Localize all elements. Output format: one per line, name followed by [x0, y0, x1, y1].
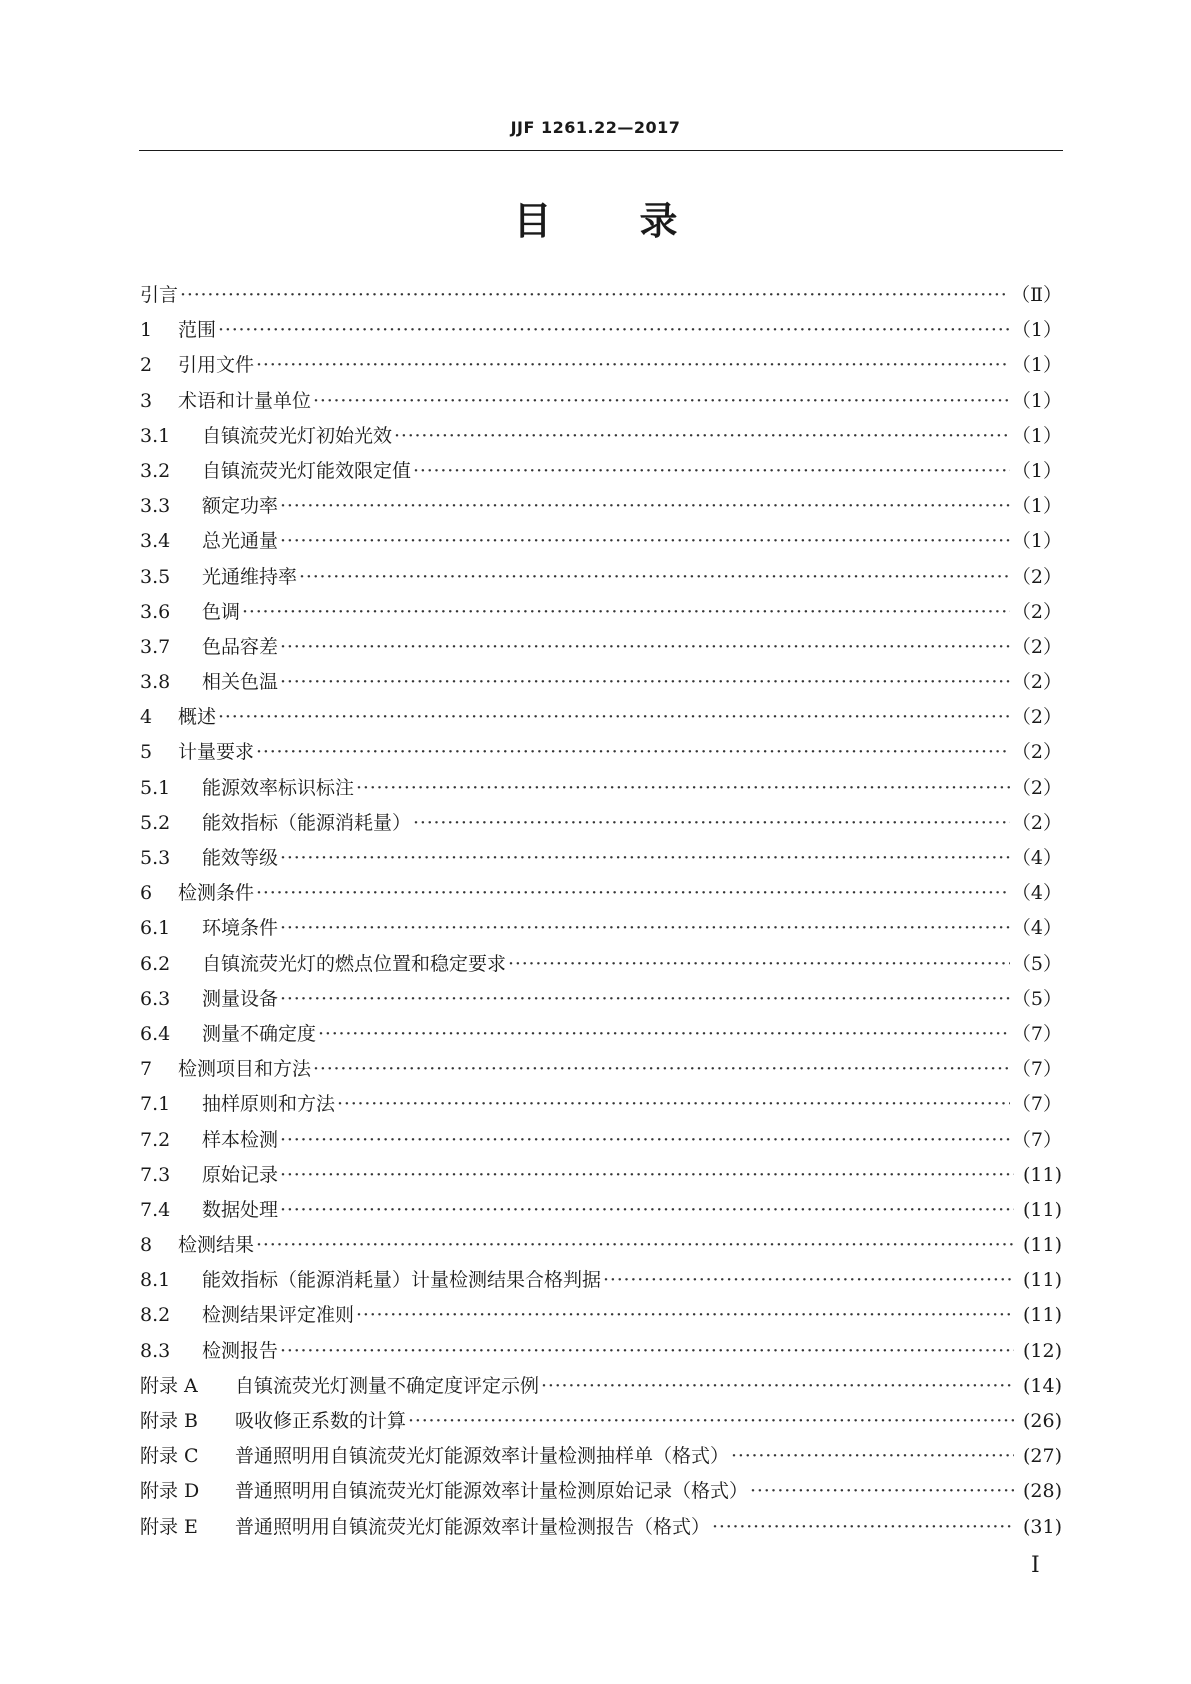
toc-entry[interactable]: [140, 1052, 1062, 1087]
toc-entry-page: (31): [1022, 1515, 1062, 1538]
toc-entry-number: 8: [140, 1234, 153, 1257]
toc-entry-leader-dots: [218, 700, 1010, 735]
toc-entry-page: （1）: [1011, 354, 1062, 377]
toc-entry-page: （2）: [1011, 811, 1062, 834]
toc-entry-label: 能效等级: [202, 847, 279, 869]
toc-entry-number: 3.6: [140, 600, 171, 623]
toc-entry-label: 普通照明用自镇流荧光灯能源效率计量检测原始记录（格式）: [235, 1480, 749, 1503]
toc-entry-label: 样本检测: [202, 1128, 279, 1151]
toc-entry-leader-dots: [280, 524, 1010, 559]
toc-entry-page: （Ⅱ）: [1011, 284, 1062, 306]
toc-entry-leader-dots: [256, 348, 1010, 383]
toc-entry-label: 术语和计量单位: [178, 389, 312, 412]
toc-entry-label: 检测报告: [202, 1339, 279, 1362]
toc-entry-leader-dots: [356, 771, 1010, 806]
toc-entry-leader-dots: [508, 947, 1010, 982]
toc-entry-number: 4: [140, 706, 153, 729]
toc-entry-leader-dots: [180, 278, 1009, 313]
toc-entry-page: (11): [1022, 1234, 1062, 1257]
toc-entry-leader-dots: [280, 1193, 1014, 1228]
toc-entry-label: 引用文件: [178, 354, 255, 377]
toc-entry-leader-dots: [242, 595, 1010, 630]
toc-entry-number: 5.3: [140, 847, 171, 869]
toc-entry[interactable]: [140, 841, 1062, 876]
toc-entry-number: 6: [140, 882, 153, 905]
toc-entry[interactable]: [140, 1404, 1062, 1439]
header-rule: [139, 150, 1063, 151]
toc-entry-page: （2）: [1011, 600, 1062, 623]
toc-entry-page: （2）: [1011, 741, 1062, 764]
toc-entry-number: 8.2: [140, 1304, 171, 1327]
toc-entry-number: 7.1: [140, 1093, 171, 1116]
toc-entry-label: 色品容差: [202, 635, 279, 658]
toc-entry-number: 8.1: [140, 1269, 171, 1292]
toc-entry-label: 检测结果: [178, 1234, 255, 1257]
toc-entry[interactable]: [140, 1263, 1062, 1298]
toc-entry[interactable]: [140, 1334, 1062, 1369]
toc-entry-leader-dots: [413, 806, 1010, 841]
toc-entry-leader-dots: [280, 911, 1010, 946]
toc-entry-label: 能源效率标识标注: [202, 776, 355, 799]
toc-entry-page: （7）: [1011, 1022, 1062, 1045]
toc-entry-page: （5）: [1011, 987, 1062, 1010]
toc-entry-number: 5: [140, 741, 153, 764]
toc-entry[interactable]: [140, 1510, 1062, 1545]
toc-entry-page: (26): [1022, 1410, 1062, 1432]
toc-entry-page: (27): [1022, 1445, 1062, 1468]
toc-entry-number: 3.4: [140, 530, 171, 553]
toc-entry-page: （4）: [1011, 847, 1062, 869]
toc-entry-label: 原始记录: [202, 1163, 279, 1186]
toc-entry-label: 抽样原则和方法: [202, 1093, 336, 1116]
table-of-contents: [140, 278, 1062, 1545]
toc-entry-page: （2）: [1011, 671, 1062, 694]
toc-entry-page: （1）: [1011, 459, 1062, 482]
toc-entry-leader-dots: [280, 1334, 1014, 1369]
toc-entry-page: （4）: [1011, 882, 1062, 905]
toc-entry-number: 5.1: [140, 776, 171, 799]
toc-entry-number: 8.3: [140, 1339, 171, 1362]
toc-entry[interactable]: [140, 1193, 1062, 1228]
toc-entry[interactable]: [140, 1087, 1062, 1122]
toc-entry-leader-dots: [313, 1052, 1010, 1087]
toc-entry-label: 自镇流荧光灯测量不确定度评定示例: [235, 1374, 540, 1397]
toc-entry-label: 能效指标（能源消耗量）计量检测结果合格判据: [202, 1269, 602, 1292]
toc-entry[interactable]: [140, 1369, 1062, 1404]
toc-entry-leader-dots: [299, 560, 1010, 595]
toc-entry-number: 7.3: [140, 1163, 171, 1186]
toc-entry-label: 计量要求: [178, 741, 255, 764]
toc-entry-leader-dots: [218, 313, 1010, 348]
toc-entry-page: （4）: [1011, 917, 1062, 940]
toc-entry-page: (14): [1022, 1374, 1062, 1397]
toc-entry-label: 自镇流荧光灯初始光效: [202, 424, 393, 447]
toc-entry-page: (11): [1022, 1269, 1062, 1292]
toc-entry-number: 3.3: [140, 495, 171, 518]
toc-entry-leader-dots: [256, 735, 1010, 770]
toc-entry-number: 3.5: [140, 565, 171, 588]
toc-entry-leader-dots: [731, 1439, 1014, 1474]
toc-entry-page: (11): [1022, 1198, 1062, 1221]
toc-entry-leader-dots: [280, 1123, 1010, 1158]
toc-entry-number: 附录 B: [140, 1410, 199, 1432]
toc-entry-label: 概述: [178, 706, 217, 729]
toc-entry-leader-dots: [413, 454, 1010, 489]
toc-entry-number: 3.8: [140, 671, 171, 694]
toc-entry-page: （1）: [1011, 389, 1062, 412]
toc-entry-leader-dots: [280, 1158, 1014, 1193]
toc-entry-label: 自镇流荧光灯能效限定值: [202, 459, 412, 482]
toc-entry[interactable]: [140, 735, 1062, 770]
page-number: I: [1031, 1553, 1040, 1578]
toc-entry-label: 测量不确定度: [202, 1022, 317, 1045]
toc-entry-number: 6.1: [140, 917, 171, 940]
toc-entry-label: 总光通量: [202, 530, 279, 553]
toc-entry[interactable]: [140, 665, 1062, 700]
toc-entry-number: 3.7: [140, 635, 171, 658]
toc-entry[interactable]: [140, 947, 1062, 982]
toc-entry[interactable]: [140, 313, 1062, 348]
toc-entry-leader-dots: [280, 489, 1010, 524]
toc-entry[interactable]: [140, 911, 1062, 946]
toc-entry[interactable]: [140, 454, 1062, 489]
toc-entry[interactable]: [140, 982, 1062, 1017]
toc-entry-leader-dots: [603, 1263, 1014, 1298]
toc-entry[interactable]: [140, 700, 1062, 735]
toc-entry[interactable]: [140, 1228, 1062, 1263]
toc-entry-number: 3.1: [140, 424, 171, 447]
toc-entry-leader-dots: [256, 876, 1010, 911]
toc-entry-number: 1: [140, 319, 153, 342]
toc-entry-page: （2）: [1011, 565, 1062, 588]
toc-entry-number: 7.2: [140, 1128, 171, 1151]
toc-entry-number: 附录 E: [140, 1515, 198, 1538]
toc-entry-number: 附录 C: [140, 1445, 199, 1468]
toc-entry-leader-dots: [280, 841, 1010, 876]
toc-entry[interactable]: [140, 348, 1062, 383]
toc-entry[interactable]: [140, 489, 1062, 524]
toc-entry[interactable]: [140, 524, 1062, 559]
toc-entry-page: （7）: [1011, 1128, 1062, 1151]
toc-entry-label: 测量设备: [202, 987, 279, 1010]
toc-entry-leader-dots: [394, 419, 1010, 454]
toc-entry-page: (11): [1022, 1163, 1062, 1186]
toc-entry-number: 6.2: [140, 952, 171, 975]
toc-entry-label: 吸收修正系数的计算: [235, 1410, 407, 1432]
toc-entry[interactable]: [140, 595, 1062, 630]
toc-entry-leader-dots: [541, 1369, 1014, 1404]
toc-entry-leader-dots: [712, 1510, 1014, 1545]
toc-entry-leader-dots: [337, 1087, 1010, 1122]
toc-entry-leader-dots: [408, 1404, 1014, 1439]
toc-entry[interactable]: [140, 278, 1062, 313]
toc-entry-label: 自镇流荧光灯的燃点位置和稳定要求: [202, 952, 507, 975]
toc-entry[interactable]: [140, 1123, 1062, 1158]
toc-entry-page: (11): [1022, 1304, 1062, 1327]
toc-entry-page: （7）: [1011, 1058, 1062, 1081]
toc-entry-label: 环境条件: [202, 917, 279, 940]
toc-entry[interactable]: [140, 384, 1062, 419]
toc-entry-label: 额定功率: [202, 495, 279, 518]
toc-entry-leader-dots: [750, 1474, 1014, 1509]
toc-entry[interactable]: [140, 630, 1062, 665]
toc-entry[interactable]: [140, 419, 1062, 454]
toc-entry-label: 普通照明用自镇流荧光灯能源效率计量检测报告（格式）: [235, 1515, 711, 1538]
toc-entry-number: 附录 D: [140, 1480, 200, 1503]
toc-entry-label: 检测条件: [178, 882, 255, 905]
toc-entry[interactable]: [140, 1158, 1062, 1193]
toc-entry-label: 能效指标（能源消耗量）: [202, 811, 412, 834]
toc-entry-page: (28): [1022, 1480, 1062, 1503]
toc-entry-label: 普通照明用自镇流荧光灯能源效率计量检测抽样单（格式）: [235, 1445, 730, 1468]
toc-entry-leader-dots: [280, 665, 1010, 700]
toc-entry-leader-dots: [313, 384, 1010, 419]
toc-entry[interactable]: [140, 1298, 1062, 1333]
page-title: [0, 196, 1191, 246]
toc-entry-page: （2）: [1011, 635, 1062, 658]
toc-entry-page: （5）: [1011, 952, 1062, 975]
toc-entry-leader-dots: [280, 982, 1010, 1017]
toc-entry[interactable]: [140, 560, 1062, 595]
toc-entry-label: 检测结果评定准则: [202, 1304, 355, 1327]
toc-entry-number: 3: [140, 389, 153, 412]
toc-entry-label: 数据处理: [202, 1198, 279, 1221]
toc-entry-label: 色调: [202, 600, 241, 623]
toc-entry-label: 范围: [178, 319, 217, 342]
toc-entry-leader-dots: [256, 1228, 1014, 1263]
toc-entry-leader-dots: [356, 1298, 1014, 1333]
toc-entry[interactable]: [140, 771, 1062, 806]
toc-entry-number: 2: [140, 354, 153, 377]
toc-entry[interactable]: [140, 806, 1062, 841]
running-header: JJF 1261.22—2017: [510, 118, 681, 137]
toc-entry-page: （2）: [1011, 776, 1062, 799]
toc-entry[interactable]: [140, 1017, 1062, 1052]
toc-entry[interactable]: [140, 1474, 1062, 1509]
toc-entry-number: 5.2: [140, 811, 171, 834]
toc-entry-page: （1）: [1011, 319, 1062, 342]
toc-entry-leader-dots: [280, 630, 1010, 665]
toc-entry-page: （2）: [1011, 706, 1062, 729]
toc-entry-label: 相关色温: [202, 671, 279, 694]
toc-entry-page: （7）: [1011, 1093, 1062, 1116]
page-title-char-2: 录: [639, 199, 678, 243]
toc-entry[interactable]: [140, 1439, 1062, 1474]
toc-entry-label: 检测项目和方法: [178, 1058, 312, 1081]
toc-entry-number: 7: [140, 1058, 153, 1081]
toc-entry-leader-dots: [318, 1017, 1010, 1052]
toc-entry-page: （1）: [1011, 530, 1062, 553]
toc-entry-page: (12): [1022, 1339, 1062, 1362]
page-title-char-1: 目: [513, 199, 552, 243]
toc-entry[interactable]: [140, 876, 1062, 911]
toc-entry-label: 引言: [140, 284, 179, 306]
toc-entry-page: （1）: [1011, 495, 1062, 518]
toc-entry-number: 7.4: [140, 1198, 171, 1221]
toc-entry-number: 6.3: [140, 987, 171, 1010]
toc-entry-number: 3.2: [140, 459, 171, 482]
toc-entry-page: （1）: [1011, 424, 1062, 447]
toc-entry-number: 附录 A: [140, 1374, 198, 1397]
toc-entry-label: 光通维持率: [202, 565, 298, 588]
toc-entry-number: 6.4: [140, 1022, 171, 1045]
